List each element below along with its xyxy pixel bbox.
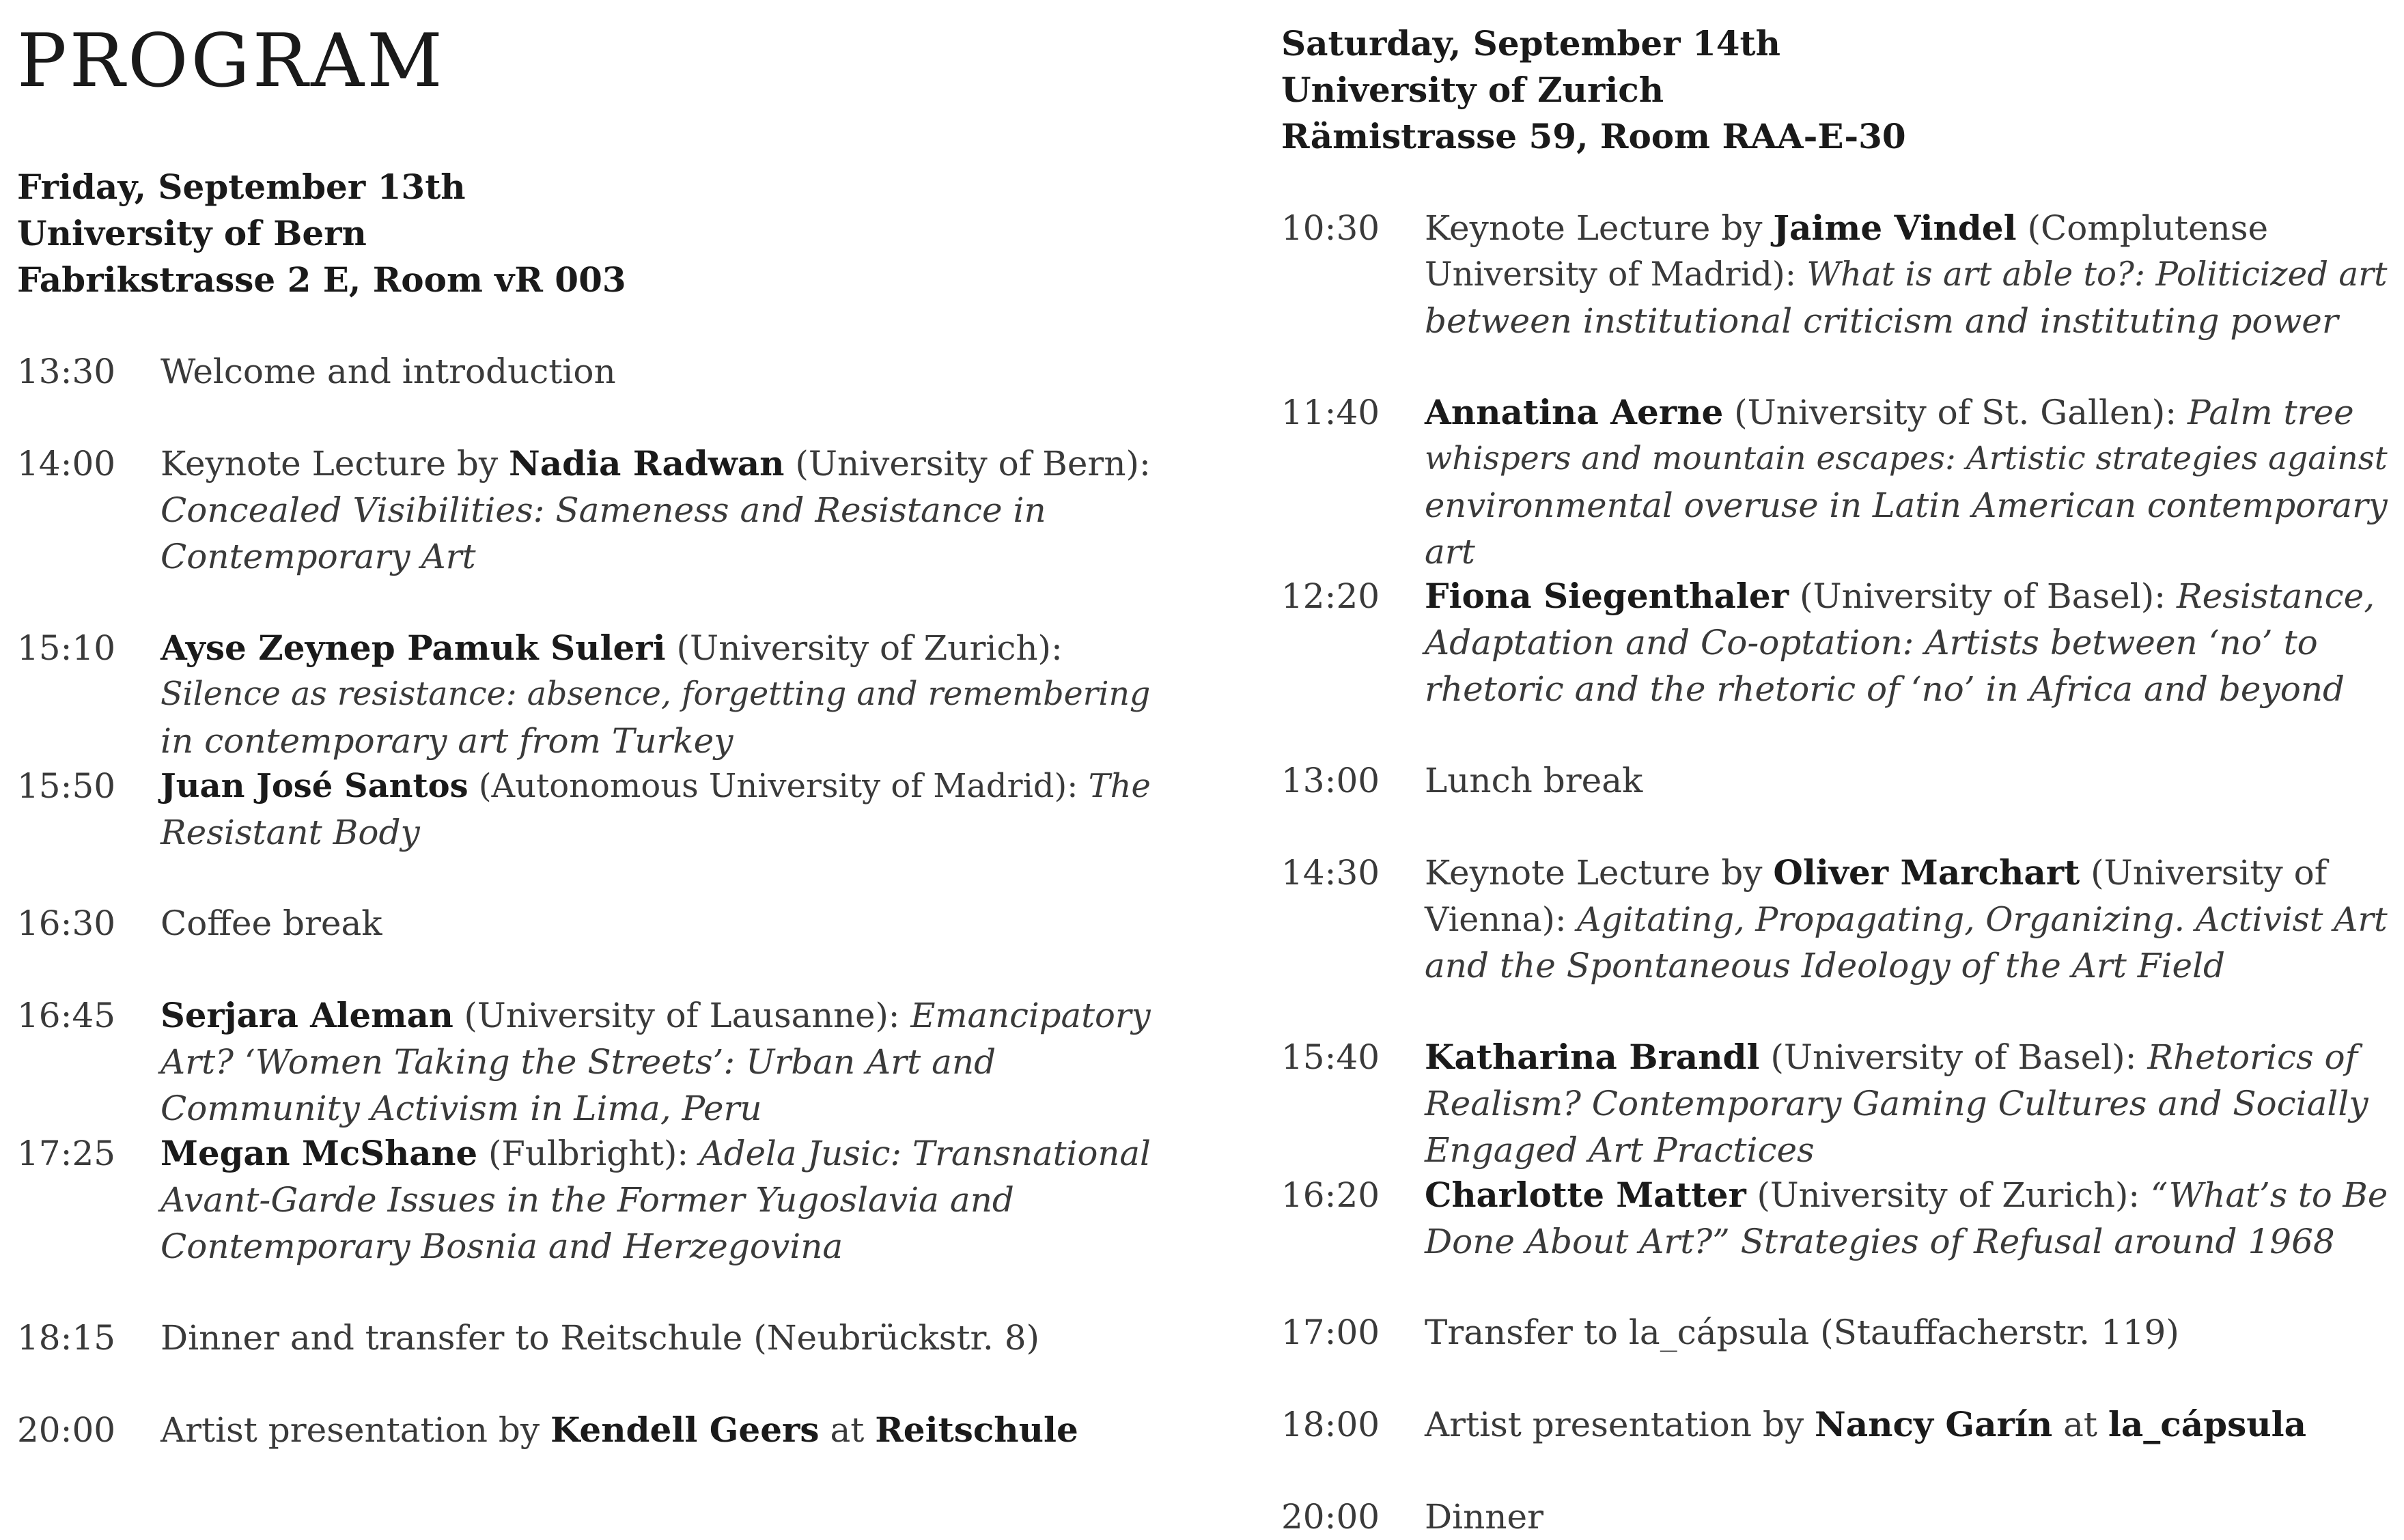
entry-time: 14:00	[17, 444, 116, 484]
speaker-name: Juan José Santos	[160, 767, 469, 805]
description-line	[1425, 850, 2388, 896]
description-line	[1425, 896, 2388, 942]
speaker-name: Fiona Siegenthaler	[1425, 576, 1789, 616]
talk-title: Engaged Art Practices	[1425, 1130, 1815, 1170]
description-line	[1425, 573, 2388, 619]
description-line	[160, 718, 1151, 764]
entry-description	[160, 763, 1151, 856]
text-segment: (University of Basel):	[1759, 1037, 2148, 1077]
talk-title: Contemporary Bosnia and Herzegovina	[160, 1227, 843, 1266]
text-segment: (Fulbright):	[477, 1134, 699, 1173]
description-line	[1425, 1218, 2388, 1265]
entry-description	[160, 1130, 1151, 1270]
speaker-name: Megan McShane	[160, 1133, 478, 1173]
talk-title: “What’s to Be	[2150, 1175, 2388, 1215]
text-segment: Coffee break	[160, 904, 382, 943]
text-segment: (University of St. Gallen):	[1723, 393, 2188, 432]
description-line	[160, 763, 1151, 809]
entry-description	[160, 992, 1151, 1132]
description-line	[1425, 942, 2388, 989]
text-segment: Keynote Lecture by	[160, 444, 509, 484]
talk-title: Adela Jusic: Transnational	[699, 1134, 1151, 1173]
entry-description	[1425, 757, 2388, 804]
entry-description	[160, 348, 1151, 395]
talk-title: Silence as resistance: absence, forgetting and remembering	[160, 675, 1151, 713]
speaker-name: Kendell Geers	[550, 1410, 820, 1450]
entry-time: 20:00	[1281, 1497, 1380, 1537]
entry-time: 20:00	[17, 1410, 116, 1450]
entry-description	[1425, 205, 2388, 344]
description-line	[1425, 482, 2388, 529]
entry-description	[1425, 573, 2388, 712]
entry-time: 11:40	[1281, 393, 1380, 432]
talk-title: Done About Art?” Strategies of Refusal around 1968	[1425, 1222, 2335, 1261]
text-segment: (University of Zurich):	[1746, 1175, 2151, 1215]
friday-header	[17, 164, 626, 303]
speaker-name: la_cápsula	[2108, 1404, 2306, 1444]
talk-title: Resistant Body	[160, 813, 420, 852]
text-segment: at	[2052, 1405, 2108, 1444]
entry-description	[160, 625, 1151, 764]
text-segment: (University of Basel):	[1789, 576, 2177, 616]
speaker-name: Reitschule	[875, 1410, 1078, 1450]
entry-time: 10:30	[1281, 208, 1380, 248]
description-line	[160, 1315, 1151, 1361]
description-line	[160, 440, 1151, 487]
entry-time: 15:10	[17, 628, 116, 668]
entry-description	[1425, 1172, 2388, 1265]
description-line	[160, 348, 1151, 395]
entry-time: 15:50	[17, 766, 116, 806]
description-line	[1425, 389, 2388, 436]
description-line	[1425, 436, 2388, 482]
description-line	[1425, 529, 2388, 575]
venue-address: Fabrikstrasse 2 E, Room vR 003	[17, 260, 626, 300]
entry-time: 16:45	[17, 996, 116, 1035]
speaker-name: Nadia Radwan	[509, 443, 785, 484]
talk-title: Realism? Contemporary Gaming Cultures and Socially	[1425, 1084, 2368, 1123]
speaker-name: Nancy Garín	[1815, 1404, 2053, 1444]
text-segment: (University of Zurich):	[665, 628, 1063, 668]
entry-description	[1425, 1401, 2388, 1448]
text-segment: Artist presentation by	[1425, 1405, 1815, 1444]
description-line	[160, 1223, 1151, 1270]
description-line	[160, 900, 1151, 947]
entry-time: 16:30	[17, 904, 116, 943]
talk-title: Contemporary Art	[160, 537, 476, 576]
text-segment: (University of Lausanne):	[453, 996, 911, 1035]
talk-title: Concealed Visibilities: Sameness and Resistance in	[160, 490, 1046, 530]
entry-time: 13:00	[1281, 761, 1380, 800]
description-line	[1425, 1080, 2388, 1127]
talk-title: Art? ‘Women Taking the Streets’: Urban Art and	[160, 1042, 996, 1082]
description-line	[1425, 666, 2388, 712]
description-line	[160, 1407, 1151, 1453]
entry-time: 15:40	[1281, 1037, 1380, 1077]
text-segment: (University of	[2080, 853, 2328, 893]
description-line	[1425, 1494, 2388, 1540]
entry-description	[1425, 850, 2388, 989]
day-date: Saturday, September 14th	[1281, 23, 1780, 64]
entry-time: 17:00	[1281, 1313, 1380, 1352]
speaker-name: Oliver Marchart	[1773, 852, 2080, 893]
entry-time: 13:30	[17, 352, 116, 391]
talk-title: Avant-Garde Issues in the Former Yugoslavia and	[160, 1180, 1014, 1220]
speaker-name: Jaime Vindel	[1773, 208, 2017, 248]
talk-title: Rhetorics of	[2147, 1037, 2358, 1077]
description-line	[160, 1085, 1151, 1132]
speaker-name: Katharina Brandl	[1425, 1037, 1760, 1077]
text-segment: Artist presentation by	[160, 1410, 551, 1450]
text-segment: Dinner	[1425, 1497, 1543, 1537]
talk-title: Agitating, Propagating, Organizing. Activist Art	[1577, 899, 2388, 939]
description-line	[160, 487, 1151, 533]
text-segment: (Complutense	[2016, 208, 2269, 248]
text-segment: Lunch break	[1425, 761, 1643, 800]
text-segment: (Autonomous University of Madrid):	[468, 767, 1089, 805]
talk-title: and the Spontaneous Ideology of the Art Field	[1425, 946, 2226, 985]
description-line	[160, 809, 1151, 856]
description-line	[1425, 757, 2388, 804]
text-segment: Dinner and transfer to Reitschule (Neubrückstr. 8)	[160, 1318, 1040, 1358]
entry-time: 16:20	[1281, 1175, 1380, 1215]
talk-title: Community Activism in Lima, Peru	[160, 1089, 762, 1128]
speaker-name: Serjara Aleman	[160, 995, 453, 1035]
talk-title: between institutional criticism and instituting power	[1425, 301, 2338, 341]
saturday-header	[1281, 20, 1906, 160]
description-line	[1425, 619, 2388, 666]
talk-title: Emancipatory	[910, 996, 1151, 1035]
venue-name: University of Zurich	[1281, 70, 1664, 110]
description-line	[1425, 205, 2388, 251]
entry-time: 18:15	[17, 1318, 116, 1358]
page-title: PROGRAM	[17, 18, 445, 104]
description-line	[1425, 1172, 2388, 1218]
entry-description	[160, 1315, 1151, 1361]
text-segment: University of Madrid):	[1425, 255, 1807, 294]
entry-description	[1425, 1309, 2388, 1356]
entry-description	[160, 1407, 1151, 1453]
description-line	[1425, 1034, 2388, 1080]
talk-title: in contemporary art from Turkey	[160, 721, 733, 761]
venue-address: Rämistrasse 59, Room RAA-E-30	[1281, 116, 1906, 156]
text-segment: Transfer to la_cápsula (Stauffacherstr. 119)	[1425, 1313, 2179, 1352]
entry-description	[1425, 1034, 2388, 1173]
description-line	[160, 1177, 1151, 1223]
description-line	[160, 533, 1151, 580]
day-date: Friday, September 13th	[17, 167, 466, 207]
talk-title: environmental overuse in Latin American contemporary	[1425, 486, 2388, 525]
text-segment: at	[819, 1410, 876, 1450]
talk-title: Adaptation and Co-optation: Artists between ‘no’ to	[1425, 623, 2318, 662]
entry-description	[160, 900, 1151, 947]
text-segment: Keynote Lecture by	[1425, 208, 1774, 248]
text-segment: Welcome and introduction	[160, 352, 616, 391]
entry-time: 12:20	[1281, 576, 1380, 616]
talk-title: whispers and mountain escapes: Artistic strategies against	[1425, 440, 2388, 477]
description-line	[1425, 251, 2388, 298]
entry-time: 18:00	[1281, 1405, 1380, 1444]
entry-description	[1425, 389, 2388, 575]
text-segment: Vienna):	[1425, 899, 1578, 939]
venue-name: University of Bern	[17, 213, 367, 253]
entry-time: 17:25	[17, 1134, 116, 1173]
description-line	[1425, 298, 2388, 344]
description-line	[160, 671, 1151, 718]
description-line	[160, 1039, 1151, 1085]
entry-time: 14:30	[1281, 853, 1380, 893]
talk-title: rhetoric and the rhetoric of ‘no’ in Africa and beyond	[1425, 669, 2345, 709]
description-line	[1425, 1127, 2388, 1173]
speaker-name: Ayse Zeynep Pamuk Suleri	[160, 628, 666, 668]
text-segment: (University of Bern):	[784, 444, 1151, 484]
description-line	[1425, 1309, 2388, 1356]
description-line	[1425, 1401, 2388, 1448]
talk-title: What is art able to?: Politicized art	[1806, 255, 2388, 294]
description-line	[160, 625, 1151, 671]
speaker-name: Annatina Aerne	[1425, 392, 1724, 432]
speaker-name: Charlotte Matter	[1425, 1175, 1746, 1215]
talk-title: art	[1425, 532, 1475, 572]
talk-title: Palm tree	[2188, 393, 2354, 432]
entry-description	[160, 440, 1151, 580]
talk-title: The	[1088, 767, 1151, 805]
entry-description	[1425, 1494, 2388, 1540]
description-line	[160, 992, 1151, 1039]
talk-title: Resistance,	[2176, 576, 2375, 616]
description-line	[160, 1130, 1151, 1177]
text-segment: Keynote Lecture by	[1425, 853, 1774, 893]
